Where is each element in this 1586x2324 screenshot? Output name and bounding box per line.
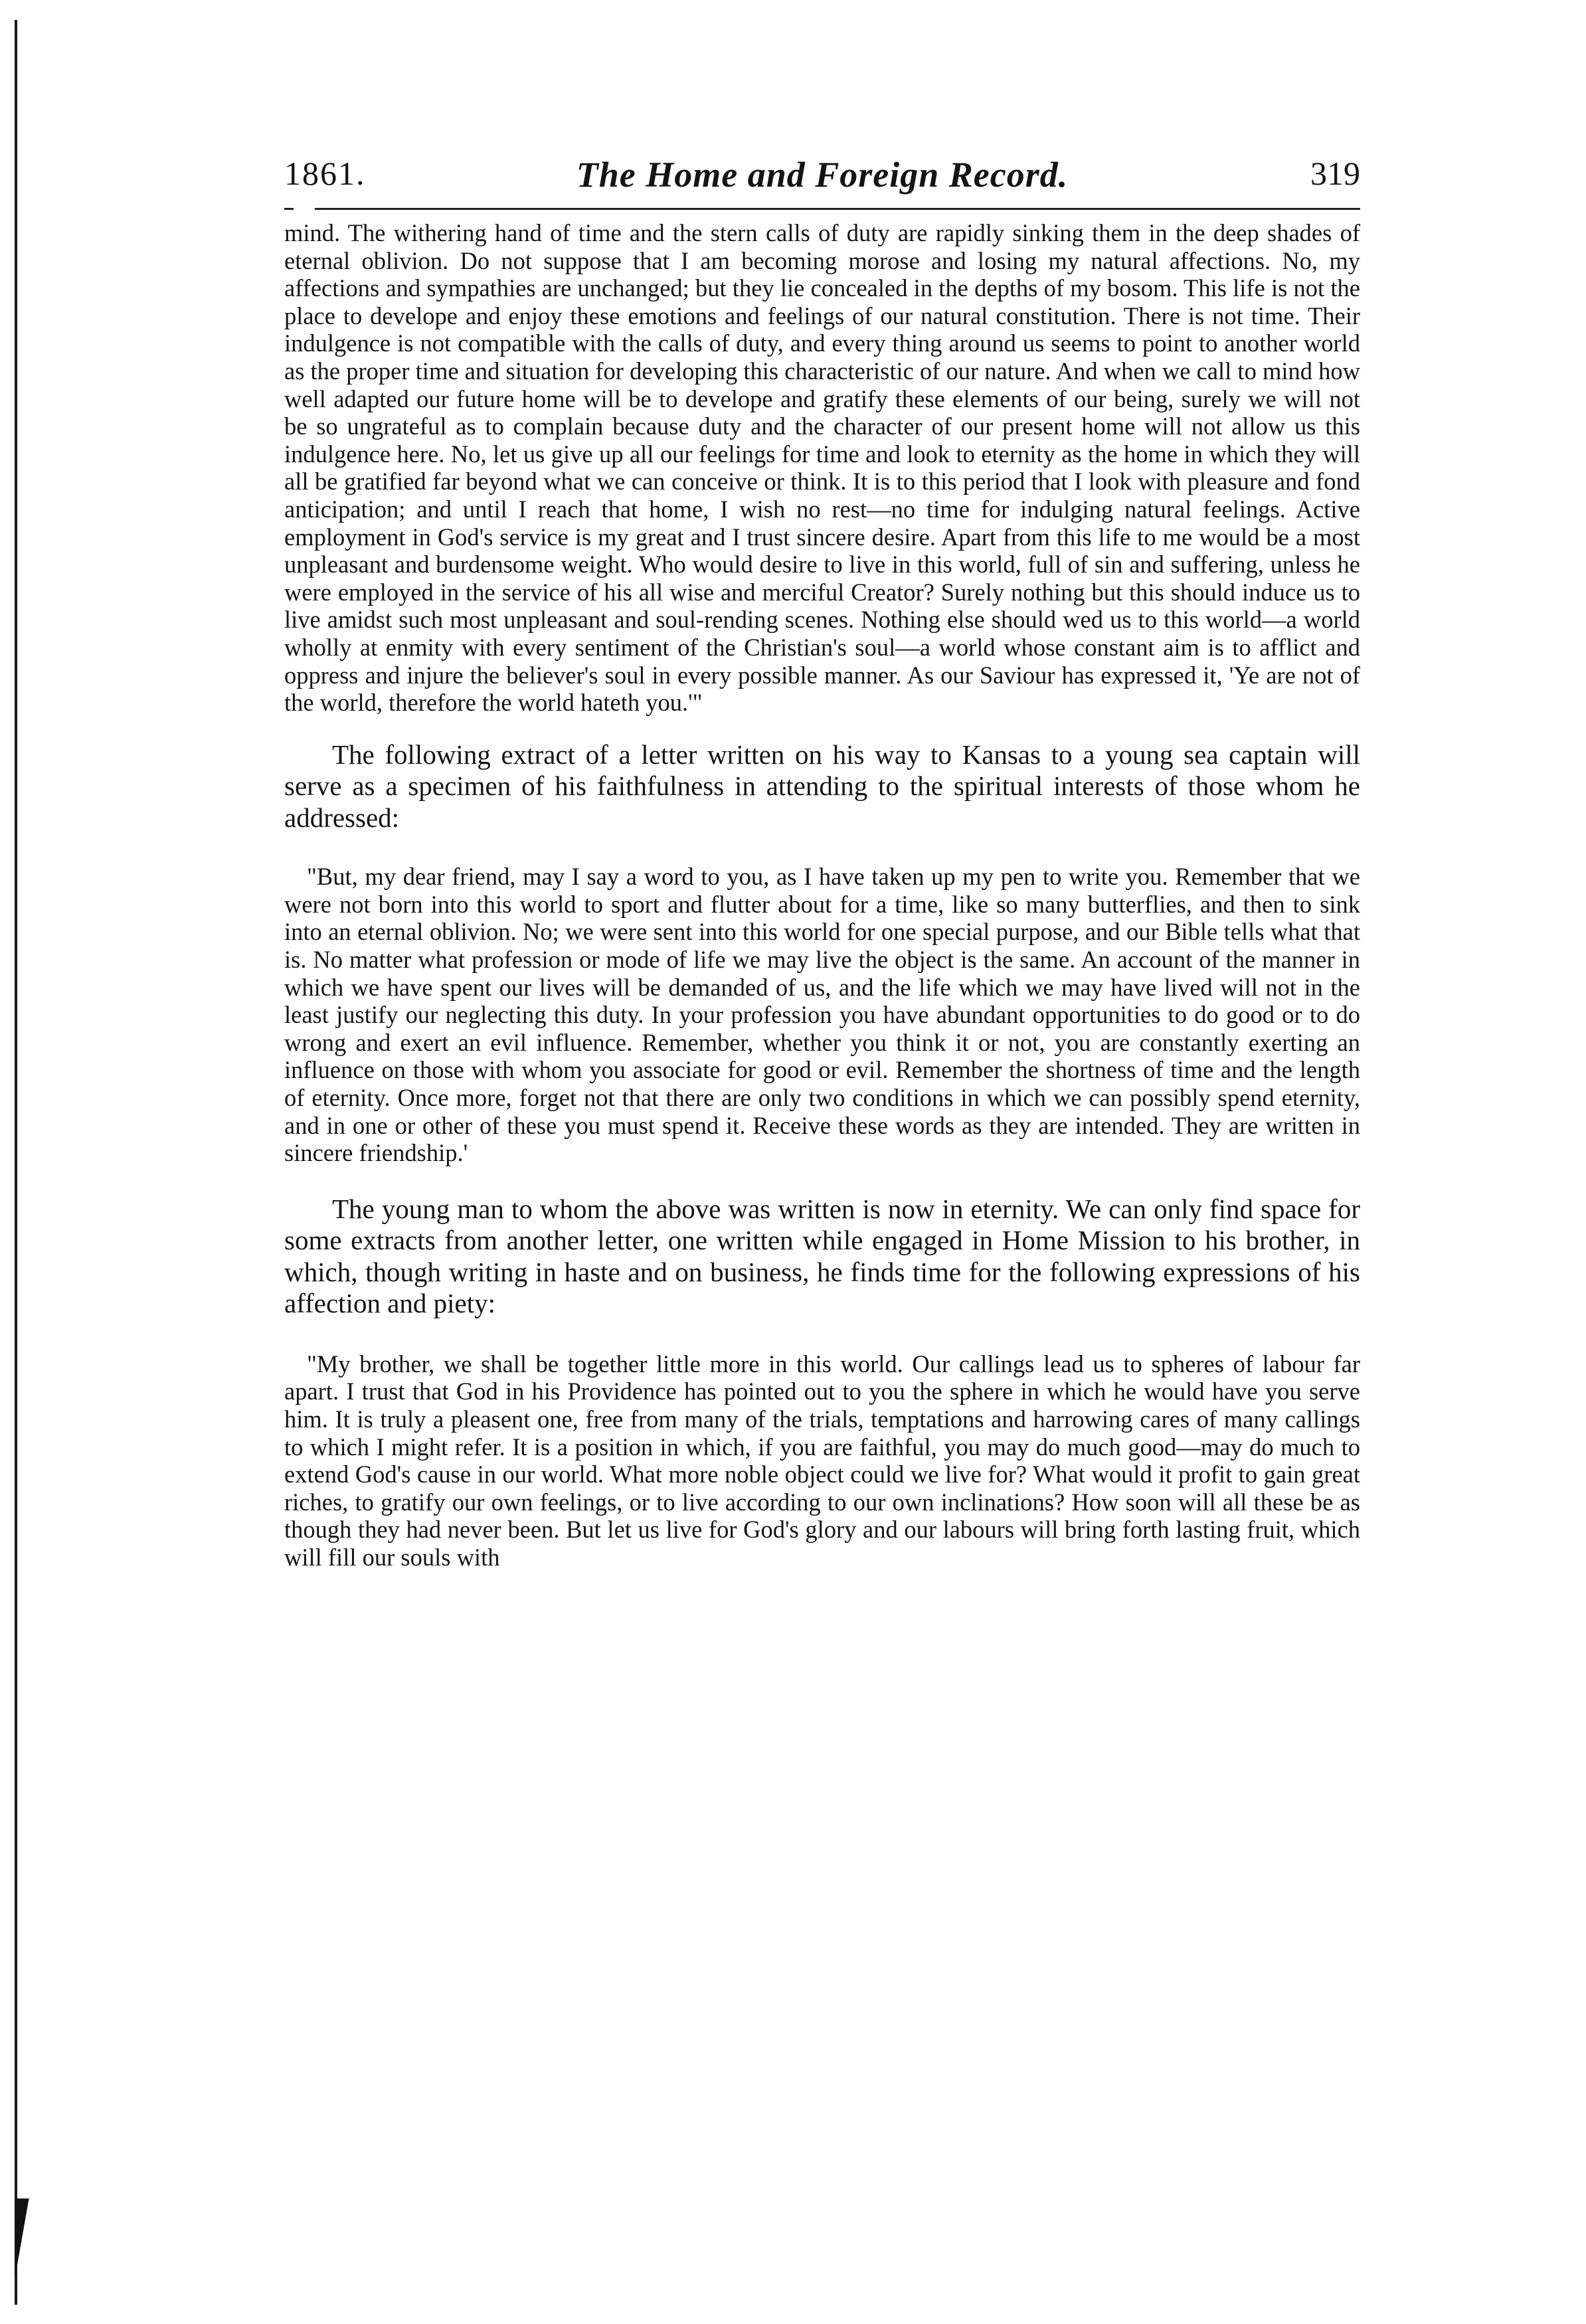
page-binding-edge <box>15 20 21 2305</box>
page-number: 319 <box>1310 155 1360 192</box>
quoted-letter-brother: "My brother, we shall be together little more in this world. Our callings lead us to spheres of labour far apart. I trust that God in his Providence has pointed out to you the sphere in which he would have you serve him. It is truly a pleasent one, free from many of the trials, temptations and harrowing cares of many callings to which I might refer. It is a position in which, if you are faithful, you may do much good—may do much to extend God's cause in our world. What more noble object could we live for? What would it profit to gain great riches, to gratify our own feelings, or to live according to our own inclinations? How soon will all these be as though they had never been. But let us live for God's glory and our labours will bring forth lasting fruit, which will fill our souls with <box>284 1350 1360 1571</box>
header-year: 1861. <box>284 155 366 192</box>
quoted-letter-sea-captain: "But, my dear friend, may I say a word to you, as I have taken up my pen to write you. Remember that we were not born into this world to sport and flutter about for a time, like so many butterflies, and then to sink into an eternal oblivion. No; we were sent into this world for one special purpose, and our Bible tells what that is. No matter what profession or mode of life we may live the object is the same. An account of the manner in which we have spent our lives will be demanded of us, and the life which we may have lived will not in the least justify our neglecting this duty. In your profession you have abundant opportunities to do good or to do wrong and exert an evil influence. Remember, whether you think it or not, you are constantly exerting an influence on those with whom you associate for good or evil. Remember the shortness of time and the length of eternity. Once more, forget not that there are only two conditions in which we can possibly spend eternity, and in one or other of these you must spend it. Receive these words as they are intended. They are written in sincere friendship.' <box>284 863 1360 1167</box>
journal-title: The Home and Foreign Record. <box>576 155 1069 195</box>
running-header <box>284 154 1360 201</box>
narrative-paragraph: The young man to whom the above was written is now in eternity. We can only find space for some extracts from another letter, one written while engaged in Home Mission to his brother, in which, though writing in haste and on business, he finds time for the following expressions of his affection and piety: <box>284 1193 1360 1319</box>
quoted-letter-continued: mind. The withering hand of time and the stern calls of duty are rapidly sinking them in the deep shades of eternal oblivion. Do not suppose that I am becoming morose and losing my natural affections. No, my affections and sympathies are unchanged; but they lie concealed in the depths of my bosom. This life is not the place to develope and enjoy these emotions and feelings of our natural constitution. There is not time. Their indulgence is not compatible with the calls of duty, and every thing around us seems to point to another world as the proper time and situation for developing this characteristic of our nature. And when we call to mind how well adapted our future home will be to develope and gratify these elements of our being, surely we will not be so ungrateful as to complain because duty and the character of our present home will not allow us this indulgence here. No, let us give up all our feelings for time and look to eternity as the home in which they will all be gratified far beyond what we can conceive or think. It is to this period that I look with pleasure and fond anticipation; and until I reach that home, I wish no rest—no time for indulging natural feelings. Active employment in God's service is my great and I trust sincere desire. Apart from this life to me would be a most unpleasant and burdensome weight. Who would desire to live in this world, full of sin and suffering, unless he were employed in the service of his all wise and merciful Creator? Surely nothing but this should induce us to live amidst such most unpleasant and soul-rending scenes. Nothing else should wed us to this world—a world wholly at enmity with every sentiment of the Christian's soul—a world whose constant aim is to afflict and oppress and injure the believer's soul in every possible manner. As our Saviour has expressed it, 'Ye are not of the world, therefore the world hateth you.'" <box>284 219 1360 717</box>
article-body <box>284 219 1360 1571</box>
narrative-paragraph: The following extract of a letter written on his way to Kansas to a young sea captain will serve as a specimen of his faithfulness in attending to the spiritual interests of those whom he addressed: <box>284 739 1360 833</box>
header-rule <box>284 208 1360 210</box>
